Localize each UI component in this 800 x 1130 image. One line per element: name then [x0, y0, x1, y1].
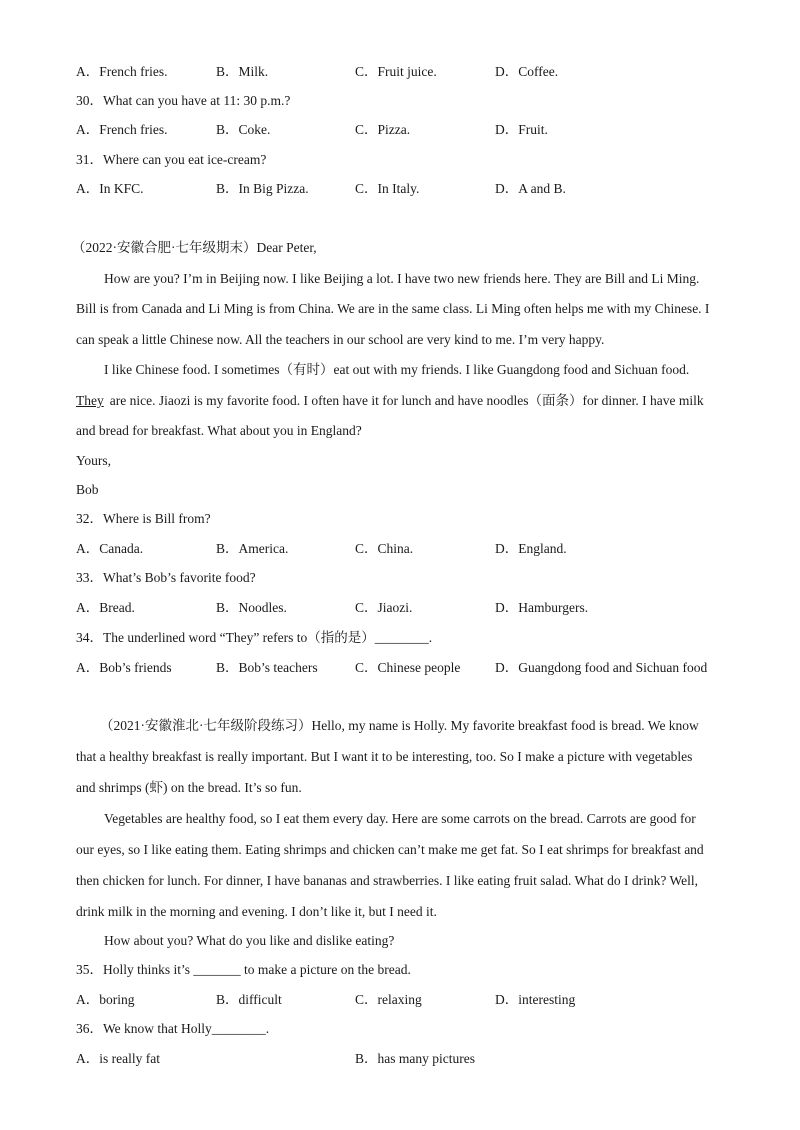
q32-stem: 32．Where is Bill from?	[76, 511, 211, 526]
passage3-line3: and shrimps (虾) on the bread. It’s so fun.	[76, 780, 302, 795]
q32-option-c: C．China.	[355, 541, 414, 556]
q33-option-d: D．Hamburgers.	[495, 600, 589, 615]
q30-option-b: B．Coke.	[216, 122, 271, 137]
q34-option-c: C．Chinese people	[355, 660, 461, 675]
q31-option-c: C．In Italy.	[355, 181, 420, 196]
q31-option-a: A．In KFC.	[76, 181, 144, 196]
q30-option-d: D．Fruit.	[495, 122, 548, 137]
q34-option-b: B．Bob’s teachers	[216, 660, 318, 675]
q35-option-c: C．relaxing	[355, 992, 422, 1007]
passage2-p1-line1: How are you? I’m in Beijing now. I like Beijing a lot. I have two new friends here. They are Bill and Li Ming.	[104, 271, 700, 286]
passage2-signature: Bob	[76, 482, 99, 497]
q29-option-a: A．French fries.	[76, 64, 168, 79]
q32-option-b: B．America.	[216, 541, 289, 556]
q29-option-c: C．Fruit juice.	[355, 64, 437, 79]
q31-option-d: D．A and B.	[495, 181, 566, 196]
passage3-line1: （2021·安徽淮北·七年级阶段练习）Hello, my name is Holly. My favorite breakfast food is bread. We know	[100, 718, 699, 733]
q33-option-c: C．Jiaozi.	[355, 600, 413, 615]
q35-option-b: B．difficult	[216, 992, 282, 1007]
q36-option-b: B．has many pictures	[355, 1051, 475, 1066]
q31-stem: 31．Where can you eat ice-cream?	[76, 152, 267, 167]
passage3-p2-line4: drink milk in the morning and evening. I don’t like it, but I need it.	[76, 904, 437, 919]
passage2-p1-line3: can speak a little Chinese now. All the teachers in our school are very kind to me. I’m very happy.	[76, 332, 605, 347]
passage2-source: （2022·安徽合肥·七年级期末）	[72, 240, 257, 255]
q32-option-d: D．England.	[495, 541, 567, 556]
q35-option-d: D．interesting	[495, 992, 576, 1007]
q34-option-a: A．Bob’s friends	[76, 660, 172, 675]
q32-option-a: A．Canada.	[76, 541, 144, 556]
q30-option-a: A．French fries.	[76, 122, 168, 137]
passage3-p2-line2: our eyes, so I like eating them. Eating shrimps and chicken can’t make me get fat. So I eat shrimps for breakfast and	[76, 842, 704, 857]
passage2-p2-line1: I like Chinese food. I sometimes（有时）eat out with my friends. I like Guangdong food and Sichuan food.	[104, 362, 690, 377]
q35-stem: 35．Holly thinks it’s _______ to make a picture on the bread.	[76, 962, 411, 977]
q34-option-d: D．Guangdong food and Sichuan food	[495, 660, 708, 675]
passage2-closing: Yours,	[76, 453, 112, 468]
q33-stem: 33．What’s Bob’s favorite food?	[76, 570, 256, 585]
q35-option-a: A．boring	[76, 992, 135, 1007]
q29-option-d: D．Coffee.	[495, 64, 559, 79]
q34-stem: 34．The underlined word “They” refers to（指的是）________.	[76, 630, 433, 645]
passage2-p2-line2-text: are nice. Jiaozi is my favorite food. I often have it for lunch and have noodles（面条）for dinner. I have milk	[109, 393, 704, 408]
passage2-p2-line3: and bread for breakfast. What about you in England?	[76, 423, 362, 438]
q33-option-b: B．Noodles.	[216, 600, 287, 615]
passage2-heading	[72, 238, 728, 258]
q30-stem: 30．What can you have at 11: 30 p.m.?	[76, 93, 291, 108]
q36-option-a: A．is really fat	[76, 1051, 160, 1066]
q31-option-b: B．In Big Pizza.	[216, 181, 309, 196]
passage3-line2: that a healthy breakfast is really important. But I want it to be interesting, too. So I make a picture with vegetables	[76, 749, 693, 764]
passage3-p3: How about you? What do you like and dislike eating?	[104, 933, 395, 948]
passage3-p2-line3: then chicken for lunch. For dinner, I have bananas and strawberries. I like eating fruit salad. What do I drink? Well,	[76, 873, 699, 888]
q36-stem: 36．We know that Holly________.	[76, 1021, 270, 1036]
q29-option-b: B．Milk.	[216, 64, 269, 79]
passage2-p1-line2: Bill is from Canada and Li Ming is from China. We are in the same class. Li Ming often helps me with my Chinese. I	[76, 301, 710, 316]
q30-option-c: C．Pizza.	[355, 122, 411, 137]
q33-option-a: A．Bread.	[76, 600, 135, 615]
passage3-p2-line1: Vegetables are healthy food, so I eat them every day. Here are some carrots on the bread. Carrots are good for	[104, 811, 696, 826]
passage2-salutation: Dear Peter,	[256, 240, 317, 255]
passage2-p2-line2	[76, 391, 728, 411]
underlined-word-they: They	[76, 393, 104, 408]
